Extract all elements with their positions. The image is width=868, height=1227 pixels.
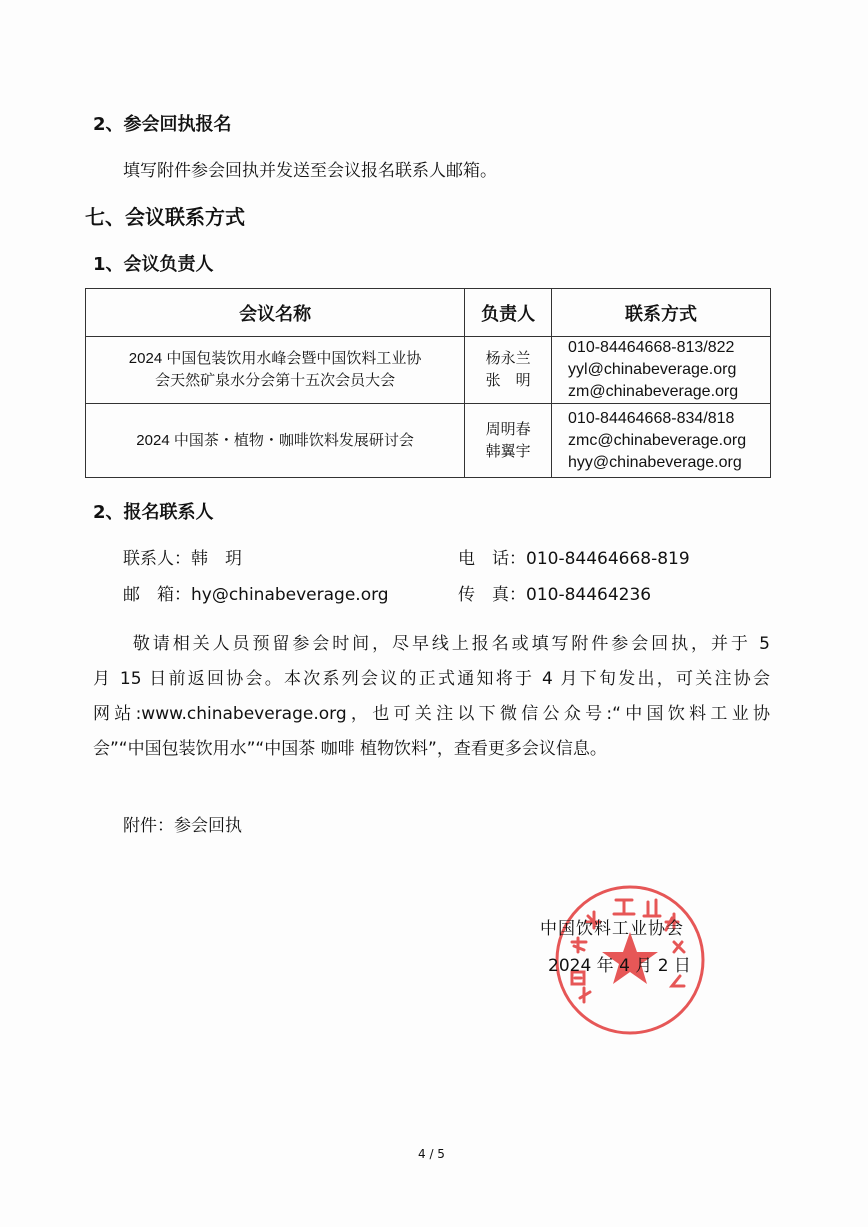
- column-header: 会议名称: [86, 289, 465, 337]
- section-heading-contact: 七、会议联系方式: [85, 205, 245, 229]
- person: 周明春 韩翼宇: [465, 404, 552, 478]
- table-row: [86, 404, 771, 478]
- paragraph-line: 网站:www.chinabeverage.org，也可关注以下微信公众号:“中国饮料工业协: [93, 704, 770, 724]
- signature-date: 2024 年 4 月 2 日: [548, 956, 691, 976]
- column-header: 联系方式: [552, 289, 771, 337]
- contact-email: 邮 箱：hy@chinabeverage.org: [123, 585, 389, 605]
- column-header: 负责人: [465, 289, 552, 337]
- table-header-row: [86, 289, 771, 337]
- signature-org: 中国饮料工业协会: [540, 919, 684, 939]
- meeting-name: 2024 中国茶・植物・咖啡饮料发展研讨会: [86, 404, 465, 478]
- table-row: [86, 337, 771, 404]
- page-number: 4 / 5: [418, 1147, 445, 1161]
- contact-info: 010-84464668-813/822 yyl@chinabeverage.org zm@chinabeverage.org: [552, 337, 771, 404]
- meeting-name: 2024 中国包装饮用水峰会暨中国饮料工业协 会天然矿泉水分会第十五次会员大会: [86, 337, 465, 404]
- subheading-registration-contact: 2、报名联系人: [93, 502, 214, 523]
- contact-person: 联系人：韩 玥: [123, 549, 242, 569]
- subheading-responsible: 1、会议负责人: [93, 254, 214, 275]
- contact-info: 010-84464668-834/818 zmc@chinabeverage.org hyy@chinabeverage.org: [552, 404, 771, 478]
- section-heading-register: 2、参会回执报名: [93, 114, 232, 135]
- register-instruction: 填写附件参会回执并发送至会议报名联系人邮箱。: [123, 161, 497, 181]
- paragraph-line: 月 15 日前返回协会。本次系列会议的正式通知将于 4 月下旬发出，可关注协会: [93, 669, 770, 689]
- attachment-note: 附件：参会回执: [123, 816, 242, 836]
- person: 杨永兰 张 明: [465, 337, 552, 404]
- contact-fax: 传 真：010-84464236: [458, 585, 652, 605]
- responsible-table: [85, 288, 771, 478]
- paragraph-line: 会”“中国包装饮用水”“中国茶 咖啡 植物饮料”，查看更多会议信息。: [93, 739, 607, 759]
- contact-phone: 电 话：010-84464668-819: [458, 549, 690, 569]
- paragraph-line: 敬请相关人员预留参会时间，尽早线上报名或填写附件参会回执，并于 5: [93, 634, 770, 654]
